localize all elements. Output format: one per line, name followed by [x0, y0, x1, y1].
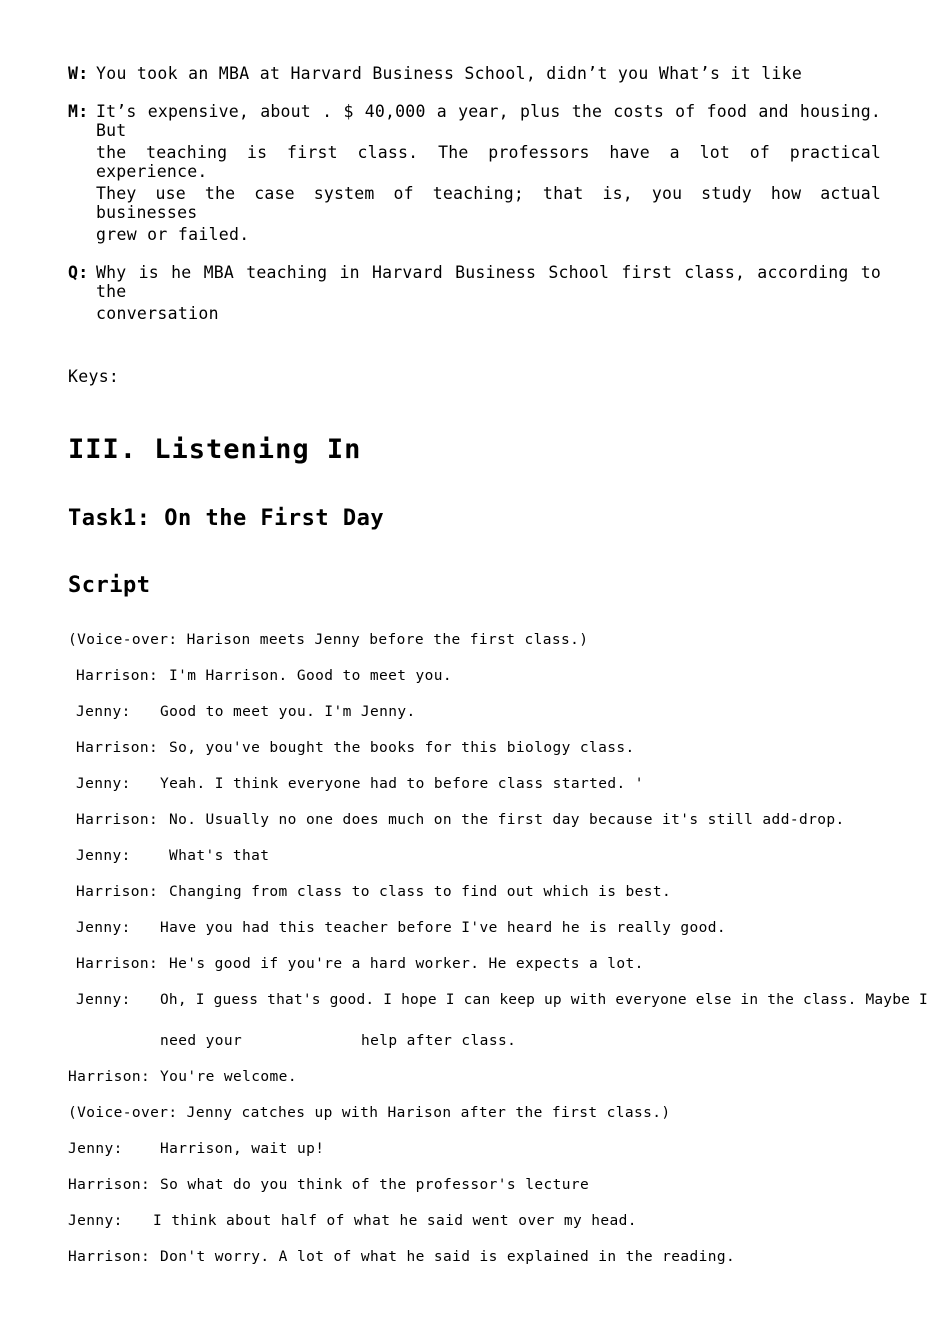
script-speaker: Harrison: [68, 1177, 151, 1193]
w-dialogue-text: You took an MBA at Harvard Business School, didn’t you What’s it like [96, 64, 803, 83]
script-line: What's that [169, 848, 270, 864]
script-line: Changing from class to class to find out which is best. [169, 884, 672, 900]
script-speaker: Harrison: [76, 668, 159, 684]
speaker-m-label: M: [68, 102, 89, 121]
m-dialogue-line-4: grew or failed. [96, 225, 250, 244]
script-speaker: Harrison: [76, 812, 159, 828]
script-line: He's good if you're a hard worker. He expects a lot. [169, 956, 644, 972]
m-dialogue-line-1: It’s expensive, about . $ 40,000 a year, plus the costs of food and housing. But [96, 102, 881, 140]
script-line: You're welcome. [160, 1069, 297, 1085]
voice-over-1: (Voice-over: Harison meets Jenny before the first class.) [68, 632, 589, 648]
question-line-1: Why is he MBA teaching in Harvard Business School first class, according to the [96, 263, 881, 301]
keys-label: Keys: [68, 367, 120, 386]
script-line: No. Usually no one does much on the first day because it's still add-drop. [169, 812, 845, 828]
script-speaker: Jenny: [76, 776, 131, 792]
script-line-continued: help after class. [361, 1033, 517, 1049]
script-speaker: Jenny: [76, 992, 131, 1008]
question-label: Q: [68, 263, 89, 282]
script-speaker: Jenny: [76, 848, 131, 864]
question-line-2: conversation [96, 304, 219, 323]
script-line: I'm Harrison. Good to meet you. [169, 668, 453, 684]
script-speaker: Harrison: [68, 1069, 151, 1085]
script-line: Yeah. I think everyone had to before class started. ' [160, 776, 644, 792]
voice-over-2: (Voice-over: Jenny catches up with Harison after the first class.) [68, 1105, 671, 1121]
script-line-continued: need your [160, 1033, 243, 1049]
script-speaker: Jenny: [76, 704, 131, 720]
m-dialogue-line-3: They use the case system of teaching; that is, you study how actual businesses [96, 184, 881, 222]
script-title: Script [68, 573, 151, 598]
script-line: Don't worry. A lot of what he said is explained in the reading. [160, 1249, 736, 1265]
script-line: So, you've bought the books for this biology class. [169, 740, 635, 756]
script-speaker: Harrison: [76, 884, 159, 900]
script-speaker: Harrison: [68, 1249, 151, 1265]
script-line: Have you had this teacher before I've heard he is really good. [160, 920, 727, 936]
script-line: Harrison, wait up! [160, 1141, 325, 1157]
script-speaker: Jenny: [76, 920, 131, 936]
script-speaker: Harrison: [76, 740, 159, 756]
script-speaker: Jenny: [68, 1141, 123, 1157]
script-speaker: Jenny: [68, 1213, 123, 1229]
script-line: So what do you think of the professor's lecture [160, 1177, 590, 1193]
script-speaker: Harrison: [76, 956, 159, 972]
script-line: Oh, I guess that's good. I hope I can keep up with everyone else in the class. Maybe I [160, 992, 928, 1008]
m-dialogue-line-2: the teaching is first class. The professors have a lot of practical experience. [96, 143, 881, 181]
section-title: III. Listening In [68, 434, 362, 465]
script-line: I think about half of what he said went over my head. [153, 1213, 637, 1229]
script-line: Good to meet you. I'm Jenny. [160, 704, 416, 720]
task-title: Task1: On the First Day [68, 506, 385, 531]
speaker-w-label: W: [68, 64, 89, 83]
